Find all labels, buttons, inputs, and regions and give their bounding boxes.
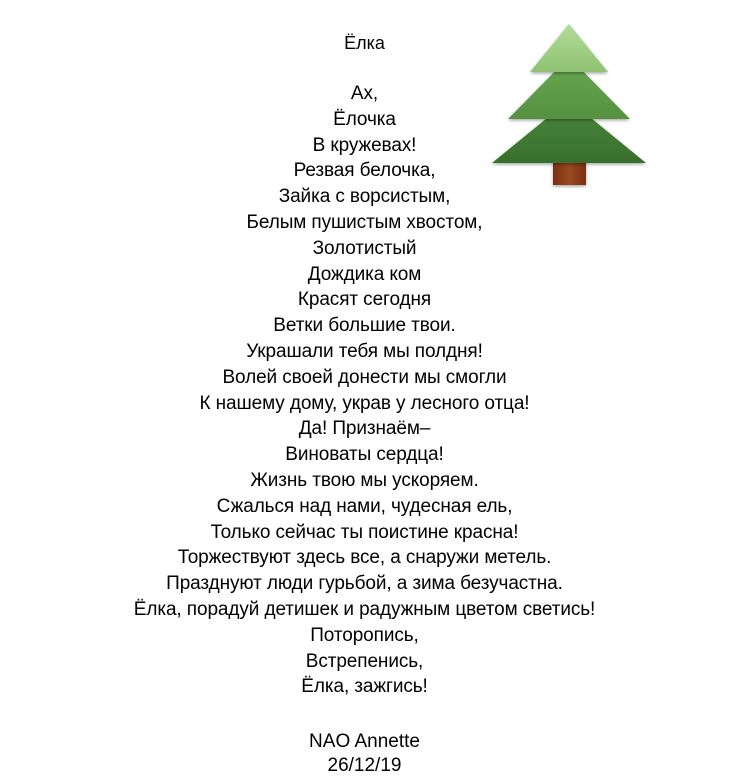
signature-spacer	[0, 700, 729, 730]
poem-line: Ах,	[350, 83, 379, 104]
poem-line: Ветки большие твои.	[273, 315, 456, 337]
poem-line: Ёлка, порадуй детишек и радужным цветом светись!	[133, 598, 596, 620]
poem-line: Красят сегодня	[297, 289, 432, 311]
poem-author: NAO Annette	[309, 731, 420, 753]
poem-line: Резвая белочка,	[293, 160, 436, 182]
poem-line: Дождика ком	[307, 263, 422, 285]
poem-line: К нашему дому, украв у лесного отца!	[199, 392, 530, 414]
poem-line: Празднуют люди гурьбой, а зима безучастна.	[166, 573, 563, 595]
poem-line: Жизнь твою мы ускоряем.	[250, 469, 479, 491]
poem-line: Поторопись,	[310, 624, 419, 646]
poem-line: Только сейчас ты поистине красна!	[210, 521, 519, 543]
christmas-tree-icon	[488, 20, 650, 188]
poem-line: Да! Признаём–	[298, 418, 431, 440]
poem-line: Золотистый	[312, 237, 417, 259]
poem-line: Украшали тебя мы полдня!	[246, 340, 483, 362]
poem-line: Ёлочка	[333, 108, 396, 130]
poem-line: Виноваты сердца!	[285, 444, 444, 466]
poem-line: Белым пушистым хвостом,	[246, 211, 483, 233]
poem-line: В кружевах!	[312, 134, 417, 156]
poem-line: Встрепенись,	[305, 650, 424, 672]
poem-line: Волей своей донести мы смогли	[222, 366, 507, 388]
poem-date: 26/12/19	[327, 755, 402, 777]
poem-line: Ёлка, зажгись!	[301, 676, 428, 698]
poem-title: Ёлка	[344, 33, 385, 53]
poem-line: Торжествуют здесь все, а снаружи метель.	[177, 547, 552, 569]
poem-line: Сжалься над нами, чудесная ель,	[216, 495, 513, 517]
poem-line: Зайка с ворсистым,	[278, 186, 451, 208]
